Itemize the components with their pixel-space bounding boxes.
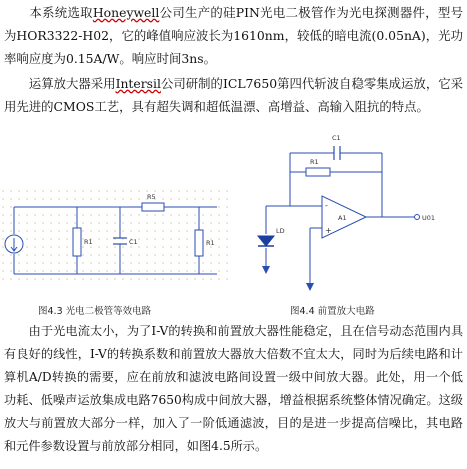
paragraph-1 bbox=[4, 1, 463, 70]
label-feedback-resistor: R1 bbox=[310, 158, 319, 166]
label-series-resistor: R5 bbox=[147, 193, 156, 201]
current-source-icon bbox=[5, 235, 23, 253]
para2-text-b: 公司研制的ICL7650第四代斩波自稳零集成运放，它采用先进的CMOS工艺，具有超失调和超低温漂、高增益、高输入阻抗的特点。 bbox=[4, 76, 464, 114]
paragraph-3 bbox=[4, 320, 463, 458]
paragraph-2 bbox=[4, 72, 463, 118]
label-load-resistor: R1 bbox=[206, 239, 215, 247]
figure-4-3-caption: 图4.3 光电二极管等效电路 bbox=[38, 306, 152, 317]
figure-preamplifier-circuit bbox=[240, 128, 440, 300]
label-feedback-capacitor: C1 bbox=[332, 134, 341, 142]
label-plus-input: + bbox=[325, 226, 332, 235]
output-terminal-icon bbox=[415, 215, 420, 220]
figure-4-4-caption: 图4.4 前置放大电路 bbox=[290, 306, 375, 317]
label-amplifier: A1 bbox=[338, 214, 347, 222]
para1-brand: Honeywell bbox=[92, 5, 160, 20]
load-resistor-icon bbox=[195, 230, 203, 256]
ground-icon bbox=[262, 266, 314, 291]
label-shunt-resistor: R1 bbox=[84, 238, 93, 246]
para3-text: 由于光电流太小，为了I-V的转换和前置放大器性能稳定，且在信号动态范围内具有良好的线性，I-V的转换系数和前置放大器放大倍数不宜太大，同时为后续电路和计算机A/D转换的需要，应在前放和滤波电路间设置一级中间放大器。此处，用一个低功耗、低噪声运放集成电路7650构成中间放大器，增益根据系统整体情况确定。这级放大与前置放大部分一样，加入了一阶低通滤波，目的是进一步提高信噪比，其电路和元件参数设置与前放部分相同，如图4.5所示。 bbox=[4, 324, 464, 453]
label-minus-input: - bbox=[325, 201, 328, 210]
shunt-resistor-icon bbox=[73, 228, 81, 256]
photodiode-icon bbox=[258, 236, 274, 246]
feedback-resistor-icon bbox=[306, 168, 330, 176]
label-capacitor: C1 bbox=[129, 238, 138, 246]
label-diode: LD bbox=[276, 227, 285, 235]
label-output: U01 bbox=[422, 214, 436, 222]
figure-photodiode-equivalent-circuit bbox=[2, 190, 234, 308]
para2-brand: Intersil bbox=[115, 76, 161, 91]
para1-text-b: 公司生产的硅PIN光电二极管作为光电探测器件，型号为HOR3322-H02，它的峰值响应波长为1610nm，较低的暗电流(0.05nA)，光功率响应度为0.15A/W。响应时间3ns。 bbox=[4, 5, 464, 66]
para2-text-a: 运算放大器采用 bbox=[28, 76, 116, 91]
para1-text-a: 本系统选取 bbox=[29, 5, 93, 20]
series-resistor-icon bbox=[142, 203, 164, 211]
feedback-capacitor-icon bbox=[334, 146, 340, 160]
